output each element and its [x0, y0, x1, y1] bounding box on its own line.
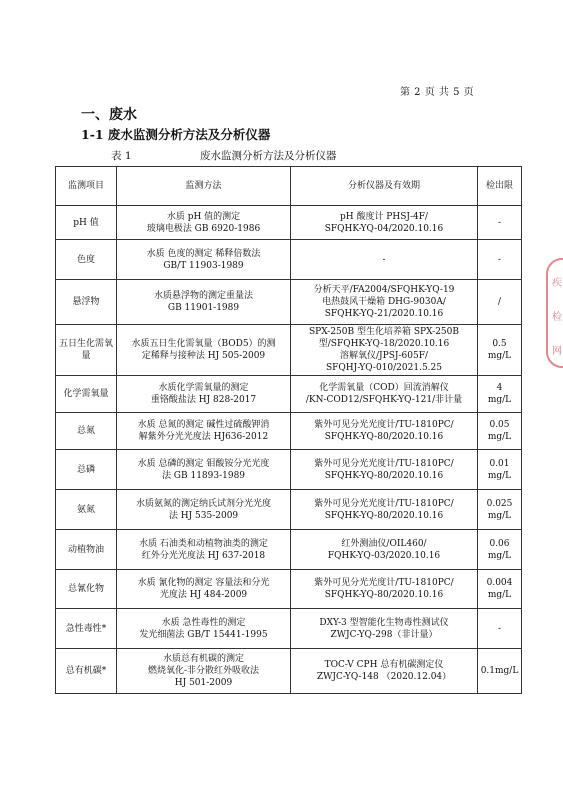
stamp-char: 网	[552, 346, 562, 357]
cell-method-line: 水质化学需氧量的测定	[158, 383, 249, 393]
cell-limit-line: 0.5	[492, 339, 507, 349]
cell-method	[117, 450, 291, 490]
cell-item: 总氰化物	[56, 570, 117, 609]
stamp-char: 疾	[552, 278, 562, 289]
table-label: 表 1	[111, 150, 132, 162]
cell-method-line: 水质 石油类和动植物油类的测定	[139, 538, 268, 549]
cell-method	[117, 530, 291, 570]
cell-limit-line: 0.025	[486, 498, 513, 509]
cell-method-line: HJ 501-2009	[174, 678, 233, 688]
cell-instrument-line: SFQHK-YQ-04/2020.10.16	[324, 223, 444, 234]
table-title: 废水监测分析方法及分析仪器	[200, 150, 337, 162]
table-row	[56, 649, 522, 694]
cell-instrument-line: SFQHK-YQ-80/2020.10.16	[324, 432, 444, 442]
cell-instrument-line: SFQHK-YQ-21/2020.10.16	[324, 309, 444, 319]
cell-instrument-line: -	[382, 254, 386, 265]
cell-method	[117, 413, 291, 450]
table-body	[56, 206, 522, 694]
methods-table	[55, 166, 522, 694]
cell-limit	[478, 413, 522, 450]
cell-limit-line: 0.01	[489, 458, 510, 469]
cell-instrument-line: 紫外可见分光光度计/TU-1810PC/	[314, 458, 454, 469]
cell-instrument-line: DXY-3 型智能化生物毒性测试仪	[319, 617, 449, 628]
cell-item: 悬浮物	[56, 280, 117, 325]
cell-item: 氨氮	[56, 490, 117, 530]
cell-item: 五日生化需氧量	[56, 325, 117, 376]
cell-instrument	[291, 649, 478, 694]
cell-limit	[478, 530, 522, 570]
cell-instrument-line: ZWJC-YQ-298（非计量）	[330, 629, 438, 640]
cell-limit	[478, 206, 522, 240]
cell-method-line: 水质 总磷的测定 钼酸铵分光光度	[137, 458, 270, 469]
cell-instrument	[291, 376, 478, 413]
cell-limit-line: 4	[496, 383, 503, 393]
cell-method	[117, 570, 291, 609]
header-method: 监测方法	[117, 167, 291, 206]
cell-limit-line: mg/L	[487, 351, 512, 361]
cell-limit-line: 0.1mg/L	[480, 666, 519, 676]
cell-limit	[478, 450, 522, 490]
cell-method-line: 水质五日生化需氧量（BOD5）的测	[131, 339, 276, 349]
cell-method-line: 水质 总氮的测定 碱性过硫酸钾消	[137, 420, 270, 430]
cell-instrument-line: 溶解氧仪/JPSJ-605F/	[340, 351, 428, 361]
cell-instrument-line: 分析天平/FA2004/SFQHK-YQ-19	[313, 285, 455, 295]
cell-method	[117, 325, 291, 376]
cell-instrument-line: FQHK-YQ-03/2020.10.16	[327, 550, 441, 561]
cell-method	[117, 649, 291, 694]
cell-limit-line: 0.05	[489, 420, 510, 430]
section-title: 一、废水	[81, 107, 137, 123]
table-row	[56, 280, 522, 325]
cell-item: 色度	[56, 240, 117, 280]
stamp-char: 检	[552, 312, 562, 323]
cell-method-line: 水质 急性毒性的测定	[161, 617, 246, 628]
header-instrument: 分析仪器及有效期	[291, 167, 478, 206]
cell-method	[117, 206, 291, 240]
cell-limit	[478, 376, 522, 413]
red-seal-stamp	[546, 258, 563, 368]
cell-instrument-line: SFQHJ-YQ-010/2021.5.25	[325, 363, 442, 373]
cell-instrument	[291, 240, 478, 280]
cell-limit	[478, 570, 522, 609]
cell-instrument-line: ZWJC-YQ-148 （2020.12.04）	[316, 672, 452, 682]
section-subtitle: 1-1 废水监测分析方法及分析仪器	[81, 127, 271, 142]
page-number: 第 2 页 共 5 页	[400, 87, 475, 98]
cell-instrument	[291, 570, 478, 609]
cell-method-line: 发光细菌法 GB/T 15441-1995	[139, 629, 268, 640]
cell-instrument-line: 紫外可见分光光度计/TU-1810PC/	[314, 420, 454, 430]
cell-method-line: 法 HJ 535-2009	[168, 510, 239, 521]
cell-instrument-line: 电热鼓风干燥箱 DHG-9030A/	[322, 297, 446, 307]
header-limit: 检出限	[478, 167, 522, 206]
cell-instrument-line: SFQHK-YQ-80/2020.10.16	[324, 470, 444, 481]
table-row	[56, 206, 522, 240]
cell-instrument	[291, 206, 478, 240]
cell-instrument	[291, 490, 478, 530]
cell-method-line: 燃烧氧化-非分散红外吸收法	[147, 666, 260, 676]
cell-method-line: 红外分光光度法 HJ 637-2018	[141, 550, 266, 561]
cell-limit-line: 0.06	[489, 538, 510, 549]
cell-method	[117, 490, 291, 530]
cell-method-line: 法 GB 11893-1989	[161, 470, 246, 481]
cell-item: pH 值	[56, 206, 117, 240]
cell-method-line: GB/T 11903-1989	[163, 260, 244, 271]
cell-limit	[478, 490, 522, 530]
table-row	[56, 570, 522, 609]
cell-instrument-line: 红外测油仪/OIL460/	[341, 538, 427, 549]
cell-method-line: 水质悬浮物的测定重量法	[153, 291, 253, 301]
table-row	[56, 530, 522, 570]
cell-method	[117, 609, 291, 649]
cell-instrument-line: pH 酸度计 PHSJ-4F/	[339, 211, 429, 222]
cell-method-line: 定稀释与接种法 HJ 505-2009	[141, 351, 266, 361]
cell-instrument-line: 化学需氧量（COD）回流消解仪	[319, 383, 449, 393]
cell-method-line: 水质 氰化物的测定 容量法和分光	[137, 578, 270, 588]
cell-instrument-line: 紫外可见分光光度计/TU-1810PC/	[314, 498, 454, 509]
cell-instrument	[291, 530, 478, 570]
cell-limit-line: mg/L	[487, 510, 512, 521]
cell-instrument-line: TOC-V CPH 总有机碳测定仪	[324, 660, 444, 670]
cell-limit-line: /	[497, 297, 502, 307]
cell-method-line: 解紫外分光光度法 HJ636-2012	[138, 432, 269, 442]
header-item: 监测项目	[56, 167, 117, 206]
cell-limit-line: 0.004	[486, 578, 513, 588]
cell-limit-line: mg/L	[487, 470, 512, 481]
cell-instrument-line: 紫外可见分光光度计/TU-1810PC/	[314, 578, 454, 588]
table-header-row	[56, 167, 522, 206]
cell-instrument-line: /KN-COD12/SFQHK-YQ-121/非计量	[305, 395, 463, 405]
cell-limit-line: -	[497, 217, 502, 228]
cell-method-line: 水质总有机碳的测定	[162, 654, 244, 664]
cell-limit	[478, 280, 522, 325]
cell-instrument-line: SPX-250B 型生化培养箱 SPX-250B	[308, 327, 459, 337]
table-row	[56, 376, 522, 413]
cell-method-line: 水质 色度的测定 稀释倍数法	[146, 248, 261, 259]
cell-item: 动植物油	[56, 530, 117, 570]
cell-method-line: 重铬酸盐法 HJ 828-2017	[150, 395, 257, 405]
cell-method-line: 水质 pH 值的测定	[166, 211, 241, 222]
cell-method-line: GB 11901-1989	[167, 303, 240, 313]
cell-item: 急性毒性*	[56, 609, 117, 649]
cell-limit-line: -	[497, 254, 502, 265]
cell-instrument-line: SFQHK-YQ-80/2020.10.16	[324, 590, 444, 600]
cell-instrument	[291, 609, 478, 649]
cell-item: 化学需氧量	[56, 376, 117, 413]
cell-limit	[478, 325, 522, 376]
cell-instrument	[291, 413, 478, 450]
table-row	[56, 413, 522, 450]
table-row	[56, 609, 522, 649]
cell-method-line: 水质氨氮的测定纳氏试剂分光光度	[135, 498, 271, 509]
cell-limit-line: -	[497, 623, 502, 634]
cell-limit-line: mg/L	[487, 395, 512, 405]
cell-instrument-line: SFQHK-YQ-80/2020.10.16	[324, 510, 444, 521]
cell-item: 总氮	[56, 413, 117, 450]
cell-method	[117, 376, 291, 413]
cell-limit	[478, 609, 522, 649]
cell-item: 总磷	[56, 450, 117, 490]
table-row	[56, 450, 522, 490]
cell-method-line: 光度法 HJ 484-2009	[159, 590, 248, 600]
cell-method	[117, 240, 291, 280]
cell-limit-line: mg/L	[487, 432, 512, 442]
table-row	[56, 490, 522, 530]
cell-instrument	[291, 325, 478, 376]
cell-limit	[478, 649, 522, 694]
cell-instrument	[291, 280, 478, 325]
cell-method-line: 玻璃电极法 GB 6920-1986	[146, 223, 261, 234]
cell-limit	[478, 240, 522, 280]
cell-method	[117, 280, 291, 325]
cell-item: 总有机碳*	[56, 649, 117, 694]
cell-limit-line: mg/L	[487, 590, 512, 600]
cell-instrument-line: 型/SFQHK-YQ-18/2020.10.16	[318, 339, 450, 349]
cell-instrument	[291, 450, 478, 490]
cell-limit-line: mg/L	[487, 550, 512, 561]
table-row	[56, 240, 522, 280]
table-row	[56, 325, 522, 376]
